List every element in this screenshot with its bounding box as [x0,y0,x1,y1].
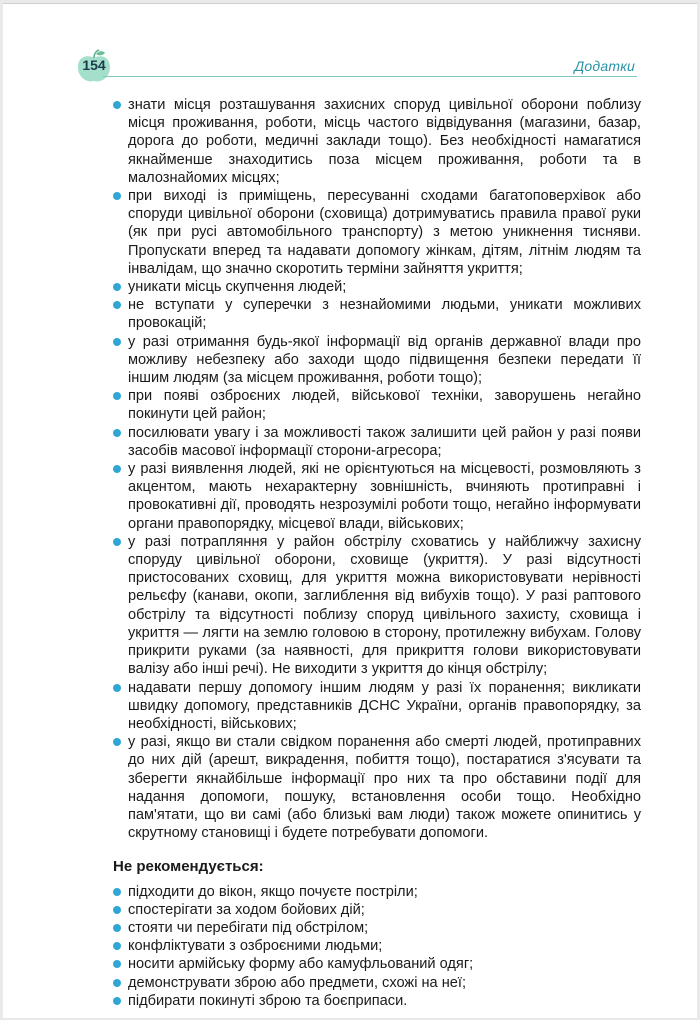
bullet-icon [113,888,121,896]
list-item: конфліктувати з озброєними людьми; [113,937,641,955]
list-item: спостерігати за ходом бойових дій; [113,901,641,919]
bullet-icon [113,684,121,692]
bullet-icon [113,924,121,932]
bullet-icon [113,429,121,437]
list-item: не вступати у суперечки з незнайомими людьми, уникати можливих провокацій; [113,296,641,332]
section-title: Додатки [574,58,635,74]
bullet-icon [113,942,121,950]
bullet-icon [113,338,121,346]
recommended-list [113,96,641,842]
list-item: у разі, якщо ви стали свідком поранення або смерті людей, протиправних до них дій (арешт, викрадення, побиття тощо), постаратися з'ясувати та зберегти якнайбільше інформації про них та про обставини події для надання допомоги, пошуку, встановлення особи тощо. Необхідно пам'ятати, що ви самі (або близькі вам люди) також можете опинитись у скрутному становищі і будете потребувати допомоги. [113,733,641,842]
bullet-icon [113,192,121,200]
list-item: демонструвати зброю або предмети, схожі на неї; [113,974,641,992]
list-item: посилювати увагу і за можливості також залишити цей район у разі появи засобів масової інформації сторони-агресора; [113,424,641,460]
not-recommended-heading: Не рекомендується: [113,858,264,876]
list-item: носити армійську форму або камуфльований одяг; [113,955,641,973]
list-item: уникати місць скупчення людей; [113,278,641,296]
bullet-icon [113,960,121,968]
list-item: у разі виявлення людей, які не орієнтуються на місцевості, розмовляють з акцентом, мають нехарактерну зовнішність, вчиняють протиправні і провокативні дії, проводять незрозумілі роботи тощо, негайно інформувати органи правопорядку, місцевої влади, військових; [113,460,641,533]
page-header [3,4,697,84]
bullet-icon [113,979,121,987]
bullet-icon [113,392,121,400]
main-content [113,96,641,1010]
bullet-icon [113,301,121,309]
list-item: підбирати покинуті зброю та боєприпаси. [113,992,641,1010]
bullet-icon [113,465,121,473]
bullet-icon [113,997,121,1005]
list-item: у разі отримання будь-якої інформації від органів державної влади про можливу небезпеку або заходи щодо підвищення безпеки передати її іншим людям (за місцем проживання, роботи тощо); [113,333,641,388]
list-item: у разі потрапляння у район обстрілу сховатись у найближчу захисну споруду цивільної оборони, сховище (укриття). У разі відсутності пристосованих сховищ, для укриття можна використовувати нерівності рельєфу (канави, окопи, заглиблення від вибухів тощо). У разі раптового обстрілу та відсутності поблизу споруд цивільного захисту, сховища і укриття — лягти на землю головою в сторону, протилежну вибухам. Голову прикрити руками (за наявності, для прикриття голови використовувати валізу або інші речі). Не виходити з укриття до кінця обстрілу; [113,533,641,679]
page-number: 154 [82,57,106,73]
list-item: стояти чи перебігати під обстрілом; [113,919,641,937]
header-divider [103,76,637,77]
bullet-icon [113,538,121,546]
bullet-icon [113,906,121,914]
list-item: знати місця розташування захисних споруд цивільної оборони поблизу місця проживання, роботи, місць частого відвідування (магазини, базар, дорога до роботи, медичні заклади тощо). Без необхідності намагатися якнайменше знаходитись поза місцем проживання, роботи та в малознайомих місцях; [113,96,641,187]
bullet-icon [113,101,121,109]
textbook-page [3,3,697,1018]
bullet-icon [113,738,121,746]
list-item: при появі озброєних людей, військової техніки, заворушень негайно покинути цей район; [113,387,641,423]
list-item: при виході із приміщень, пересуванні сходами багатоповерхівок або споруди цивільної оборони (сховища) дотримуватись правила правої руки (як при русі автомобільного транспорту) з метою уникнення тисняви. Пропускати вперед та надавати допомогу жінкам, дітям, літнім людям та інвалідам, що значно скоротить терміни зайняття укриття; [113,187,641,278]
list-item: надавати першу допомогу іншим людям у разі їх поранення; викликати швидку допомогу, представників ДСНС України, органів правопорядку, за необхідності, військових; [113,679,641,734]
list-item: підходити до вікон, якщо почуєте постріли; [113,883,641,901]
not-recommended-list [113,883,641,1010]
bullet-icon [113,283,121,291]
